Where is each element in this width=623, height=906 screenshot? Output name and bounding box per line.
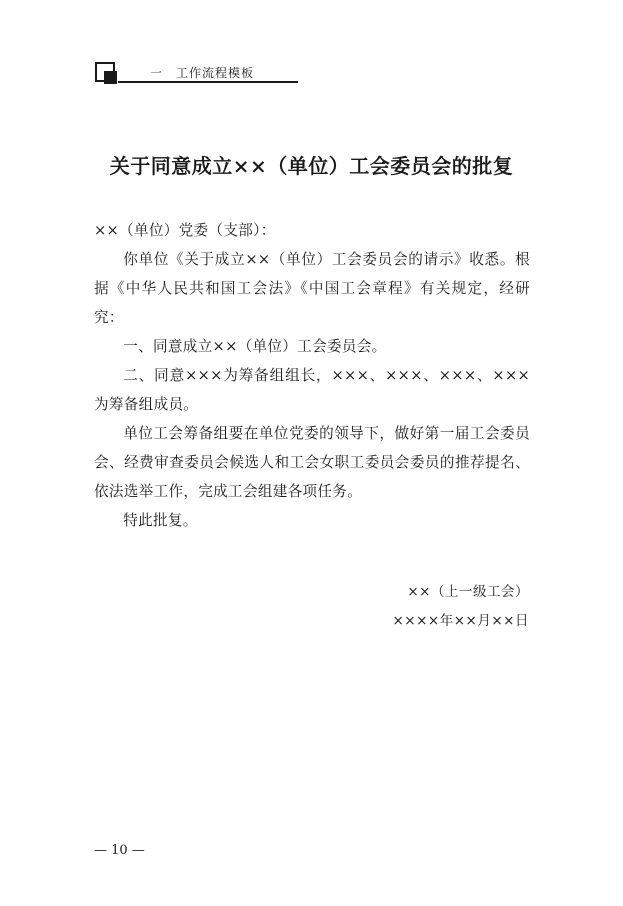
- paragraph-2: 一、同意成立××（单位）工会委员会。: [123, 338, 387, 355]
- document-body: [94, 216, 530, 535]
- paragraph-3: 二、同意×××为筹备组组长，×××、×××、×××、×××为筹备组成员。: [94, 367, 530, 413]
- header-rule: [118, 81, 298, 83]
- paragraph-5: 特此批复。: [123, 512, 198, 529]
- signature-organization: ××（上一级工会）: [407, 584, 529, 600]
- salutation: ××（单位）党委（支部）：: [94, 222, 276, 239]
- signature-date: ××××年××月××日: [392, 613, 529, 629]
- paragraph-1: 你单位《关于成立××（单位）工会委员会的请示》收悉。根据《中华人民共和国工会法》《中国工会章程》有关规定，经研究：: [94, 251, 530, 326]
- document-title: 关于同意成立××（单位）工会委员会的批复: [109, 154, 514, 178]
- running-header: 一 工作流程模板: [150, 66, 255, 80]
- paragraph-4: 单位工会筹备组要在单位党委的领导下，做好第一届工会委员会、经费审查委员会候选人和工会女职工委员会委员的推荐提名、依法选举工作，完成工会组建各项任务。: [94, 425, 530, 500]
- section-marker-icon: [95, 62, 119, 84]
- page-number: — 10 —: [94, 843, 145, 858]
